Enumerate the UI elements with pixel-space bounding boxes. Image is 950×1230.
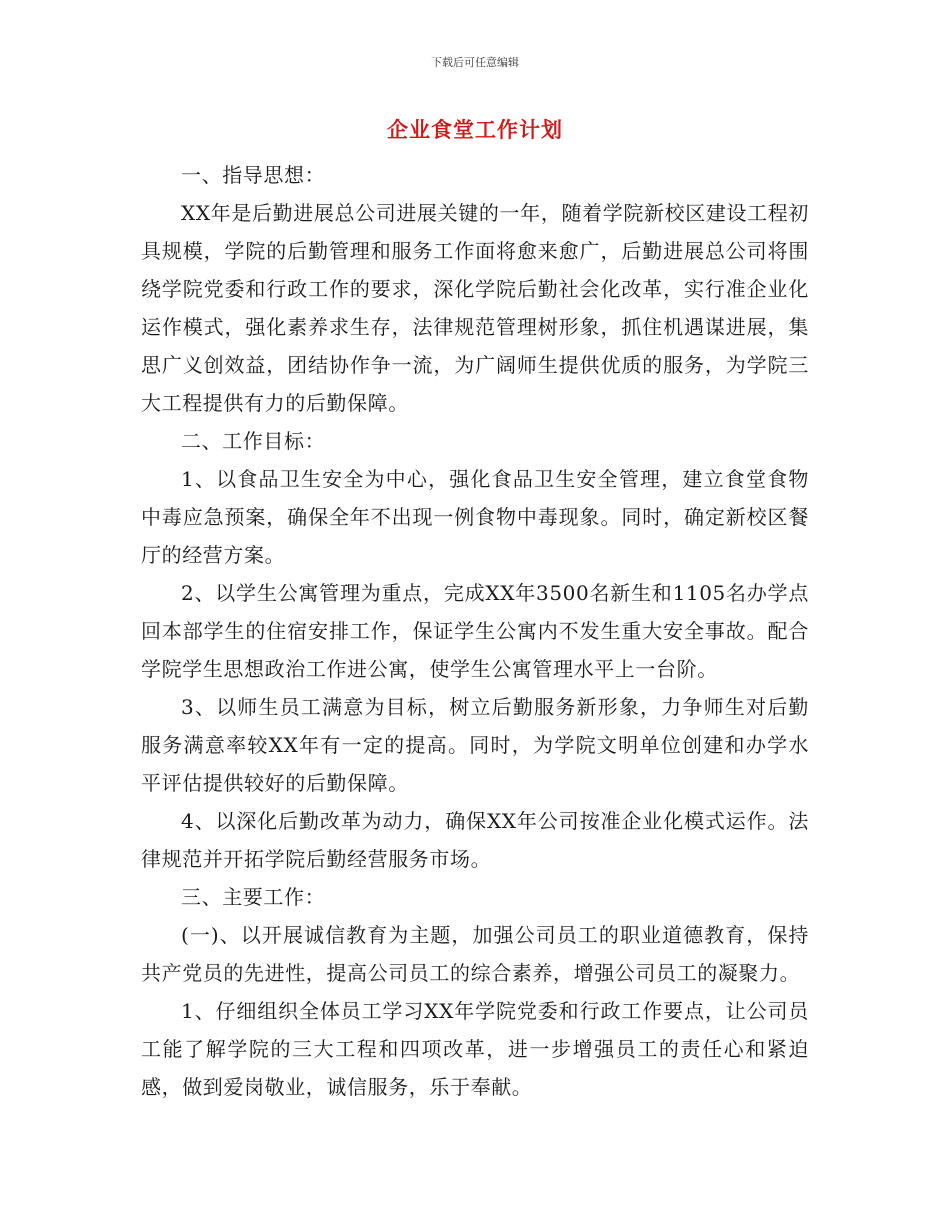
header-note: 下载后可任意编辑 xyxy=(431,56,519,69)
paragraph: 4、以深化后勤改革为动力，确保XX年公司按准企业化模式运作。法律规范并开拓学院后勤经营服务市场。 xyxy=(141,809,809,871)
document-title: 企业食堂工作计划 xyxy=(387,118,563,142)
paragraph: 3、以师生员工满意为目标，树立后勤服务新形象，力争师生对后勤服务满意率较XX年有一定的提高。同时，为学院文明单位创建和办学水平评估提供较好的后勤保障。 xyxy=(141,695,809,795)
section-heading-guiding-ideology: 一、指导思想： xyxy=(181,163,326,187)
section-heading-work-goals: 二、工作目标： xyxy=(181,429,326,453)
paragraph: 1、以食品卫生安全为中心，强化食品卫生安全管理，建立食堂食物中毒应急预案，确保全年不出现一例食物中毒现象。同时，确定新校区餐厅的经营方案。 xyxy=(141,467,809,567)
section-heading-main-work: 三、主要工作： xyxy=(181,885,326,909)
document-body xyxy=(141,156,809,1106)
paragraph: 1、仔细组织全体员工学习XX年学院党委和行政工作要点，让公司员工能了解学院的三大工程和四项改革，进一步增强员工的责任心和紧迫感，做到爱岗敬业，诚信服务，乐于奉献。 xyxy=(141,999,809,1099)
paragraph: 2、以学生公寓管理为重点，完成XX年3500名新生和1105名办学点回本部学生的住宿安排工作，保证学生公寓内不发生重大安全事故。配合学院学生思想政治工作进公寓，使学生公寓管理水平上一台阶。 xyxy=(141,581,809,681)
paragraph: (一)、以开展诚信教育为主题，加强公司员工的职业道德教育，保持共产党员的先进性，提高公司员工的综合素养，增强公司员工的凝聚力。 xyxy=(141,923,809,985)
paragraph: XX年是后勤进展总公司进展关键的一年，随着学院新校区建设工程初具规模，学院的后勤管理和服务工作面将愈来愈广，后勤进展总公司将围绕学院党委和行政工作的要求，深化学院后勤社会化改革，实行准企业化运作模式，强化素养求生存，法律规范管理树形象，抓住机遇谋进展，集思广义创效益，团结协作争一流，为广阔师生提供优质的服务，为学院三大工程提供有力的后勤保障。 xyxy=(141,201,809,415)
